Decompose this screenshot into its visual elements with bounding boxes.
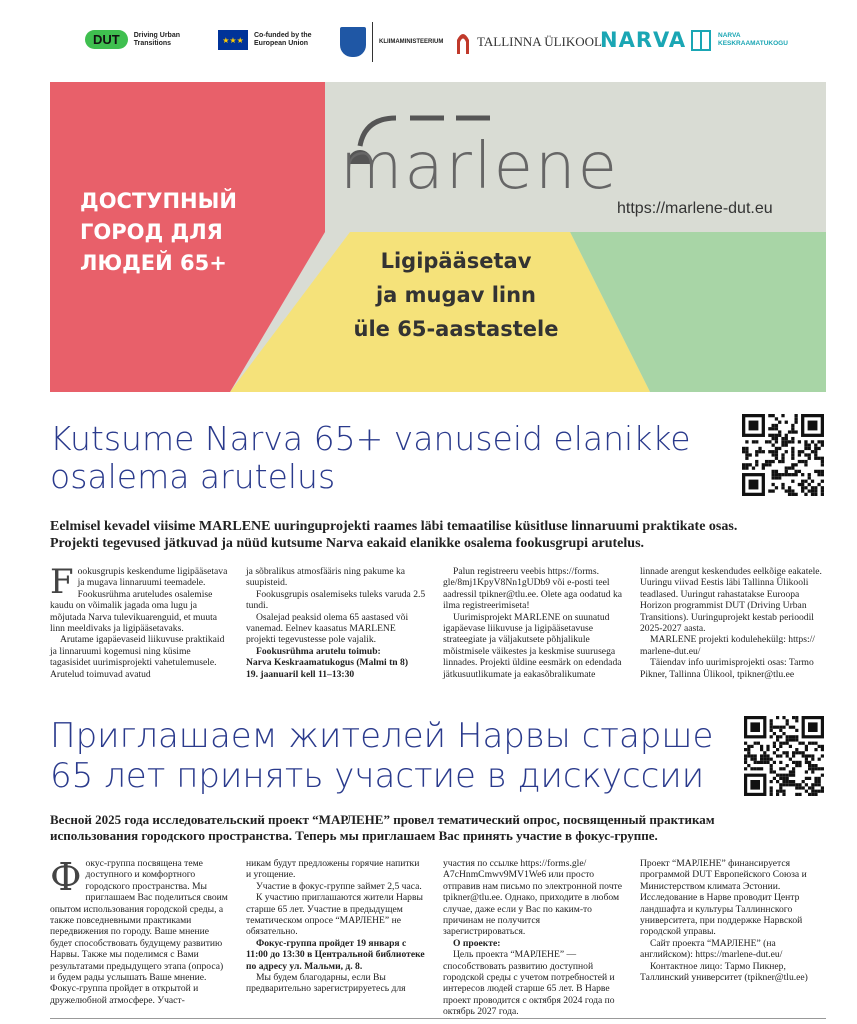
event-time: 19. jaanuaril kell 11–13:30 [246,668,355,680]
divider [372,22,373,62]
hero-banner [50,82,826,392]
tlu-text: TALLINNA ÜLIKOOL [477,34,602,49]
banner-subtitle-line: Ligipääsetav [380,249,532,273]
dut-text: Driving Urban Transitions [133,31,181,47]
ru-column-2 [246,858,426,995]
eu-text: Co-funded by the European Union [254,32,312,47]
paragraph: Täiendav info uurimisprojekti osas: Tarmo Pikner, Tallinna Ülikool, tpikner@tlu.ee [640,657,814,680]
library-text: NARVA KESKRAAMATUKOGU [718,32,788,47]
et-heading-line: Kutsume Narva 65+ vanuseid elanikke [50,419,691,458]
logo-row [0,0,857,82]
et-column-4 [640,566,826,680]
paragraph: ookusgrupis keskendume ligipääsetava ja mugava linnaruumi teemadele. Fookusrühma aruteludes osalemise kaudu on võimalik jagada oma lugu ja mõjutada Narva tulevikuarenguid, et muuta linn meeldivaks ja ligipääsetavaks. [50,566,228,635]
eu-flag-icon: ★★★ [218,30,248,50]
et-heading [50,420,730,496]
et-lead-line: Eelmisel kevadel viisime MARLENE uuringuprojekti raames läbi temaatilise küsitluse linnaruumi praktikate osas. [50,519,738,534]
paragraph: Проект “МАРЛЕНЕ” финансируется программой DUT Европейского Союза и Министерством климата Эстонии. Исследование в Нарве проводит Центр ландшафта и культуры Таллиннского университета, при поддержке Нарвской городской управы. [640,858,807,938]
paragraph: Uurimisprojekt MARLENE on suunatud igapäevase liikuvuse ja ligipääsetavuse strateegiate ja väljakutsete põhjalikule mõistmisele väikestes ja keskmise suurusega linnades. Projekti üldine eesmärk on edendada jätkusuutlikumate ja eakasõbralikumate [443,611,622,680]
paragraph: Цель проекта “МАРЛЕНЕ” — способствовать развитию доступной городской среды с учетом потребностей и интересов людей старше 65 лет. В Нарве проект проводится с октября 2024 года по октябрь 2027 года. [443,949,615,1018]
et-lead [50,518,830,552]
ru-heading-line: 65 лет принять участие в дискуссии [50,756,705,796]
narva-text: NARVA [600,28,687,52]
dropcap: Ф [50,855,82,899]
ru-column-4 [640,858,826,983]
paragraph: ja sõbralikus atmosfääris ning pakume ka suupisteid. [246,566,406,589]
ru-column-1 [50,855,230,1006]
paragraph: Контактное лицо: Тармо Пикнер, Таллинский университет (tpikner@tlu.ee) [640,960,808,984]
ru-heading [50,716,750,796]
paragraph: Мы будем благодарны, если Вы предварительно зарегистрируетесь для [246,972,406,995]
et-heading-line: osalema arutelus [50,457,336,496]
dut-logo [85,30,194,49]
paragraph: linnade arengut keskendudes eelkõige eakatele. Uuringu viivad Eestis läbi Tallinna Ülikooli teadlased. Uuringut rahastatakse Euroopa Horizon programmist DUT (Driving Urban Transitions). Uuringuprojekt kestab perioodil 2025-2027 aasta. [640,566,822,635]
et-column-3 [443,566,623,680]
bottom-rule [50,1018,826,1019]
banner-url[interactable]: https://marlene-dut.eu [617,200,773,217]
ru-lead-line: использования городского пространства. Теперь мы приглашаем Вас принять участие в фокус-группе. [50,828,658,843]
tlu-logo [455,30,602,54]
qr-code-ru-icon[interactable] [744,716,824,796]
library-logo [690,28,798,52]
banner-title-line: ДОСТУПНЫЙ [80,189,237,213]
paragraph: MARLENE projekti kodulehekülg: https:// marlene-dut.eu/ [640,634,815,657]
ru-column-3 [443,858,623,1018]
et-lead-line: Projekti tegevused jätkuvad ja nüüd kutsume Narva eakaid elanikke osalema fookusgrupi arutelus. [50,536,645,551]
paragraph: окус-группа посвящена теме доступного и комфортного городского пространства. Мы приглашаем Вас поделиться своим опытом использования городской среды, а также повседневными практиками передвижения по городу. Ваше мнение будет способствовать будущему развитию Нарвы. Также мы поделимся с Вами результатами предыдущего этапа (опроса) и будем рады услышать Ваше мнение. Фокус-группа пройдет в открытой и дружелюбной атмосфере. Участ- [50,858,228,1006]
banner-subtitle-et [326,244,586,346]
qr-code-et-icon[interactable] [742,414,824,496]
estonia-crest-icon [340,27,366,57]
paragraph: Arutame igapäevaseid liikuvuse praktikaid ja linnaruumi kogemusi ning küsime tagasisidet uurimisprojekti vahetulemusele. Arutelud toimuvad avatud [50,634,225,680]
paragraph: участия по ссылке https://forms.gle/ A7cHnmCmwv9MV1We6 или просто отправив нам письмо по электронной почте tpikner@tlu.ee. Однако, приходите в любом случае, даже если у Вас по каким-то причинам не получится зарегистрироваться. [443,858,622,938]
eu-logo [218,30,326,50]
book-icon [690,28,712,52]
ministry-logo [340,22,443,62]
dut-badge: DUT [85,30,128,49]
about-heading: О проекте: [453,937,501,949]
banner-title-line: ЛЮДЕЙ 65+ [80,251,227,275]
banner-subtitle-line: ja mugav linn [375,283,536,307]
event-location: Narva Keskraamatukogus (Malmi tn 8) [246,657,409,669]
paragraph: Fookusgrupis osalemiseks tuleks varuda 2.5 tundi. [246,588,426,612]
paragraph: К участию приглашаются жители Нарвы старше 65 лет. Участие в предыдущем тематическом опросе “МАРЛЕНЕ” не обязательно. [246,892,423,938]
banner-subtitle-line: üle 65-aastastele [353,317,559,341]
brand-wordmark: marlene [340,130,619,204]
ministry-text: KLIIMAMINISTEERIUM [379,39,444,45]
et-column-1 [50,562,230,680]
event-details: Фокус-группа пройдет 19 января с 11:00 до 13:30 в Центральной библиотеке по адресу ул. Мальми, д. 8. [246,937,425,972]
paragraph: Osalejad peaksid olema 65 aastased või vanemad. Eelnev kaasatus MARLENE projekti tegevustesse pole vajalik. [246,611,409,646]
dropcap: F [50,562,74,602]
banner-title-line: ГОРОД ДЛЯ [80,220,223,244]
paragraph: Palun registreeru veebis https://forms. gle/8mj1KpyV8Nn1gUDb9 või e-posti teel aadressil tpikner@tlu.ee. Olete aga oodatud ka ilma registreerimiseta! [443,566,623,612]
paragraph: Участие в фокус-группе займет 2,5 часа. [256,880,422,892]
paragraph: никам будут предложены горячие напитки и угощение. [246,858,420,881]
narva-logo [600,28,686,52]
ru-lead-line: Весной 2025 года исследовательский проект “МАРЛЕНЕ” провел тематический опрос, посвященный практикам [50,812,715,827]
ru-lead [50,812,830,844]
ru-heading-line: Приглашаем жителей Нарвы старше [50,716,714,756]
banner-title-ru [80,186,280,279]
et-column-2 [246,566,426,680]
event-label: Fookusrühma arutelu toimub: [256,645,381,657]
paragraph: Сайт проекта “МАРЛЕНЕ” (на английском): https://marlene-dut.eu/ [640,937,783,961]
tlu-arch-icon [455,30,471,54]
